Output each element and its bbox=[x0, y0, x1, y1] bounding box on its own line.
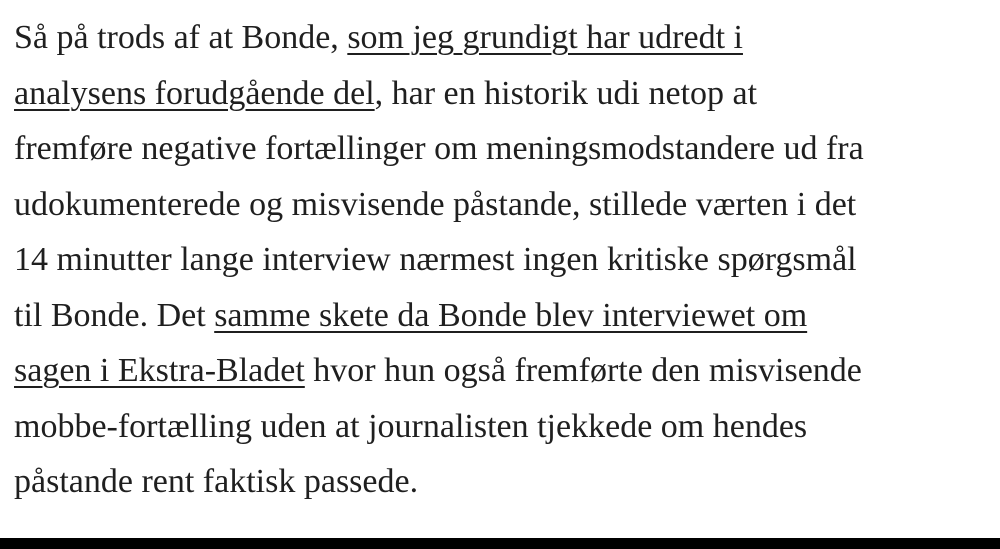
analysis-link-text: analysens forudgående del bbox=[14, 74, 375, 112]
bottom-border-bar bbox=[0, 538, 1000, 549]
paragraph-text: Så på trods af at Bonde, bbox=[14, 19, 348, 56]
paragraph-text: hvor hun også fremførte den misvisende bbox=[304, 352, 862, 389]
paragraph-text: udokumenterede og misvisende påstande, stillede værten i det bbox=[14, 185, 857, 223]
paragraph-text: til Bonde. Det bbox=[14, 296, 215, 334]
ekstra-bladet-link-text: samme skete da Bonde blev interviewet om bbox=[214, 296, 808, 334]
ekstra-bladet-link-text: sagen i Ekstra-Bladet bbox=[14, 352, 305, 389]
paragraph-text: 14 minutter lange interview nærmest ingen kritiske spørgsmål bbox=[14, 241, 857, 278]
paragraph-text: påstande rent faktisk passede. bbox=[14, 463, 419, 500]
analysis-link-text: som jeg grundigt har udredt i bbox=[347, 19, 743, 56]
paragraph-text: fremføre negative fortællinger om meningsmodstandere ud fra bbox=[14, 130, 864, 167]
article-paragraph bbox=[14, 10, 990, 510]
paragraph-text: mobbe-fortælling uden at journalisten tjekkede om hendes bbox=[14, 407, 808, 445]
paragraph-text: , har en historik udi netop at bbox=[374, 74, 758, 112]
